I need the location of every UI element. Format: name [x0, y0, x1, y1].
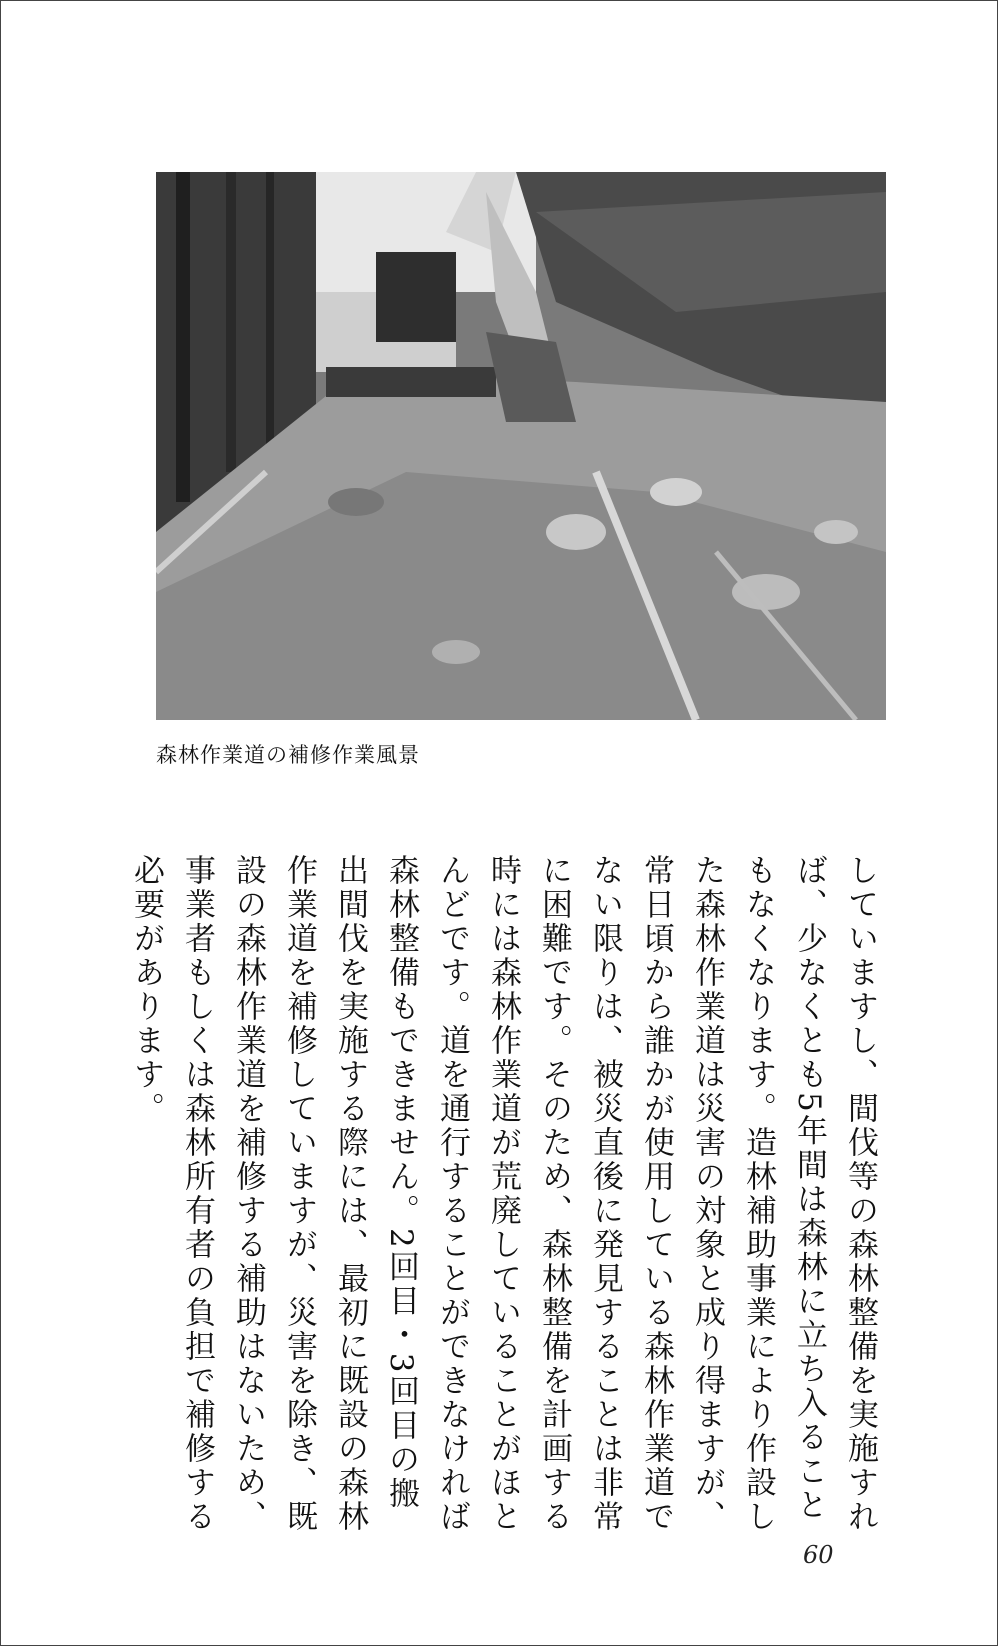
body-line: もなくなります。造林補助事業により作設し	[740, 854, 776, 1534]
forest-road-repair-photo	[156, 172, 886, 720]
photo-caption: 森林作業道の補修作業風景	[156, 743, 420, 767]
body-line: 作業道を補修していますが、災害を除き、既	[281, 854, 317, 1534]
body-line: 事業者もしくは森林所有者の負担で補修する	[179, 854, 215, 1534]
body-line: していますし、間伐等の森林整備を実施すれ	[842, 854, 878, 1534]
body-line: た森林作業道は災害の対象と成り得ますが、	[689, 854, 725, 1534]
body-line: ば、少なくとも5年間は森林に立ち入ること	[791, 854, 827, 1523]
body-line: んどです。道を通行することができなければ	[434, 854, 470, 1534]
body-line: 必要があります。	[128, 854, 164, 1126]
body-line: 常日頃から誰かが使用している森林作業道で	[638, 854, 674, 1534]
page-number: 60	[803, 1541, 834, 1569]
body-line: に困難です。そのため、森林整備を計画する	[536, 854, 572, 1534]
body-text-vertical	[120, 854, 885, 1554]
body-line: 時には森林作業道が荒廃していることがほと	[485, 854, 521, 1534]
body-line: ない限りは、被災直後に発見することは非常	[587, 854, 623, 1534]
body-line: 設の森林作業道を補修する補助はないため、	[230, 854, 266, 1534]
body-line: 森林整備もできません。2回目・3回目の搬	[383, 854, 419, 1512]
body-line: 出間伐を実施する際には、最初に既設の森林	[332, 854, 368, 1534]
